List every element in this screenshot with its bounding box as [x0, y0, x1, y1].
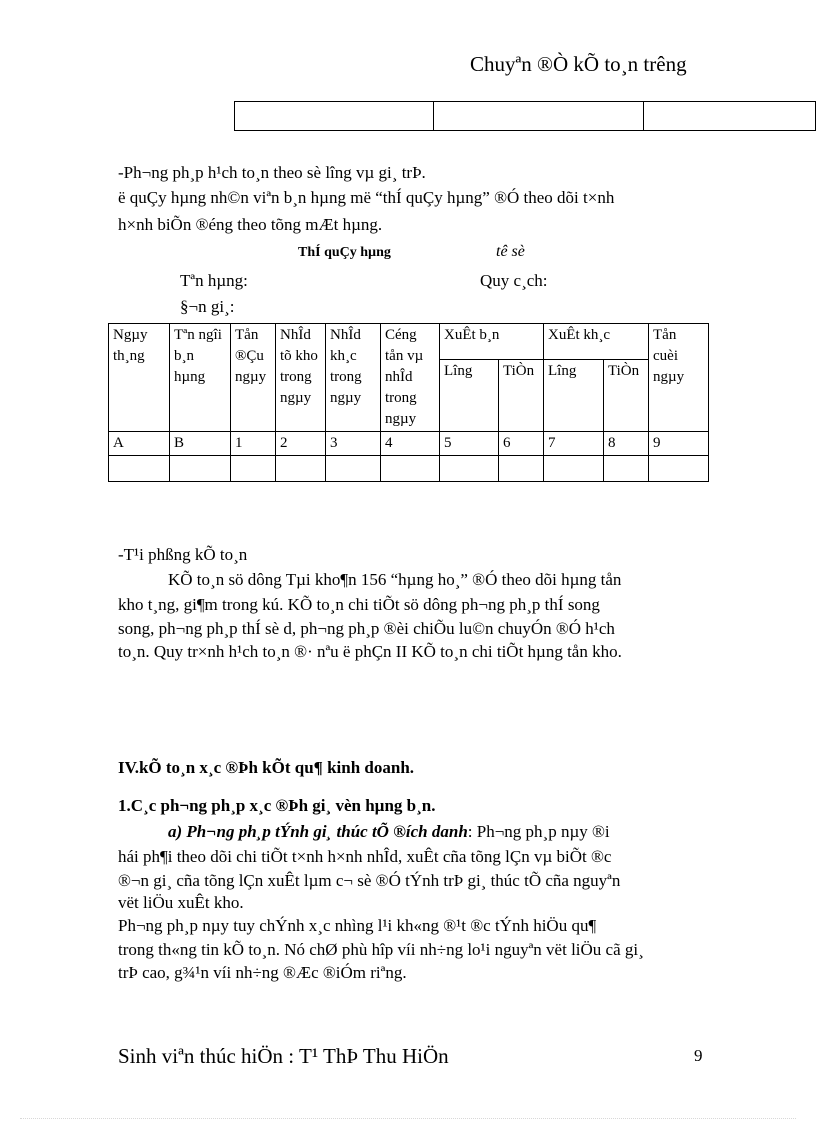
body-text-line: Ph¬ng ph¸p nµy tuy chÝnh x¸c nhìng l¹i kh«ng ®¹t ®c tÝnh hiÖu qu¶	[118, 916, 597, 935]
page-number: 9	[694, 1046, 703, 1065]
col-header-date: Ngµy th¸ng	[109, 324, 170, 432]
body-text-line: trÞ cao, g¾¹n víi nh÷ng ®Æc ®iÓm riªng.	[118, 963, 407, 982]
body-text-line: vët liÖu xuÊt kho.	[118, 893, 244, 912]
index-cell: 3	[326, 432, 381, 456]
col-header-received: NhÎd tõ kho trong ngµy	[276, 324, 326, 432]
col-header-seller: Tªn ngîi b¸n hµng	[170, 324, 231, 432]
accounting-text-line: KÕ to¸n sö dông Tµi kho¶n 156 “hµng ho¸” ®Ó theo dõi hµng tån	[168, 570, 622, 589]
index-cell: 4	[381, 432, 440, 456]
col-header-other-received: NhÎd kh¸c trong ngµy	[326, 324, 381, 432]
accounting-text-line: kho t¸ng, gi¶m trong kú. KÕ to¸n chi tiÕt sö dông ph¬ng ph¸p thÍ song	[118, 595, 600, 614]
sub-header-amount: TiÒn	[499, 360, 544, 432]
index-cell: 8	[604, 432, 649, 456]
empty-cell	[440, 456, 499, 482]
empty-cell	[499, 456, 544, 482]
col-header-total: Céng tån vµ nhÎd trong ngµy	[381, 324, 440, 432]
card-title: ThÍ quÇy hµng	[298, 245, 391, 260]
index-cell: 1	[231, 432, 276, 456]
header-ruled-boxes	[234, 101, 816, 131]
accounting-dept-heading: -T¹i phßng kÕ to¸n	[118, 545, 248, 564]
col-header-sold: XuÊt b¸n	[440, 324, 544, 360]
body-text-line: trong th«ng tin kÕ to¸n. Nó chØ phù hîp víi nh÷ng lo¹i nguyªn vët liÖu cã gi¸	[118, 940, 644, 959]
empty-cell	[170, 456, 231, 482]
method-a-line	[168, 820, 610, 844]
product-name-label: Tªn hµng:	[180, 271, 248, 290]
sub-header-amount: TiÒn	[604, 360, 649, 432]
spec-label: Quy c¸ch:	[480, 271, 548, 290]
index-cell: B	[170, 432, 231, 456]
unit-price-label: §¬n gi¸:	[180, 297, 235, 316]
method-a-title: a) Ph¬ng ph¸p tÝnh gi¸ thúc tÕ ®ích danh	[168, 822, 468, 841]
accounting-text-line: to¸n. Quy tr×nh h¹ch to¸n ®· nªu ë phÇn II KÕ to¸n chi tiÕt hµng tån kho.	[118, 642, 622, 661]
index-cell: A	[109, 432, 170, 456]
body-text-line: hái ph¶i theo dõi chi tiÕt t×nh h×nh nhÎd, xuÊt cña tõng lÇn vµ biÕt ®c	[118, 847, 612, 866]
header-box	[235, 102, 434, 131]
sub-header-qty: Lîng	[544, 360, 604, 432]
empty-cell	[544, 456, 604, 482]
bottom-divider	[20, 1118, 796, 1119]
empty-cell	[604, 456, 649, 482]
card-number: tê sè	[496, 243, 525, 260]
col-header-opening: Tån ®Çu ngµy	[231, 324, 276, 432]
body-text-line: ®¬n gi¸ cña tõng lÇn xuÊt lµm c¬ sè ®Ó tÝnh trÞ gi¸ thúc tÕ cña nguyªn	[118, 871, 621, 890]
sub-header-qty: Lîng	[440, 360, 499, 432]
method-line: -Ph¬ng ph¸p h¹ch to¸n theo sè lîng vµ gi¸ trÞ.	[118, 163, 426, 182]
index-cell: 5	[440, 432, 499, 456]
intro-text-line: ë quÇy hµng nh©n viªn b¸n hµng më “thÍ quÇy hµng” ®Ó theo dõi t×nh	[118, 188, 615, 207]
empty-cell	[231, 456, 276, 482]
method-a-text: : Ph¬ng ph¸p nµy ®i	[467, 822, 610, 841]
index-cell: 6	[499, 432, 544, 456]
empty-cell	[109, 456, 170, 482]
col-header-closing: Tån cuèi ngµy	[649, 324, 709, 432]
page-header-title: Chuyªn ®Ò kÕ to¸n trêng	[470, 52, 687, 76]
empty-cell	[326, 456, 381, 482]
counter-card-table	[108, 323, 709, 482]
header-box	[433, 102, 644, 131]
empty-cell	[276, 456, 326, 482]
section-heading: IV.kÕ to¸n x¸c ®Þh kÕt qu¶ kinh doanh.	[118, 758, 415, 777]
header-box	[644, 102, 816, 131]
col-header-other-issued: XuÊt kh¸c	[544, 324, 649, 360]
index-cell: 9	[649, 432, 709, 456]
footer-author: Sinh viªn thúc hiÖn : T¹ ThÞ Thu HiÖn	[118, 1044, 449, 1068]
empty-cell	[381, 456, 440, 482]
empty-cell	[649, 456, 709, 482]
intro-text-line: h×nh biÕn ®éng theo tõng mÆt hµng.	[118, 215, 383, 234]
index-cell: 2	[276, 432, 326, 456]
subsection-heading: 1.C¸c ph¬ng ph¸p x¸c ®Þh gi¸ vèn hµng b¸n.	[118, 796, 436, 815]
index-cell: 7	[544, 432, 604, 456]
accounting-text-line: song, ph¬ng ph¸p thÍ sè d, ph¬ng ph¸p ®èi chiÕu lu©n chuyÓn ®Ó h¹ch	[118, 619, 615, 638]
